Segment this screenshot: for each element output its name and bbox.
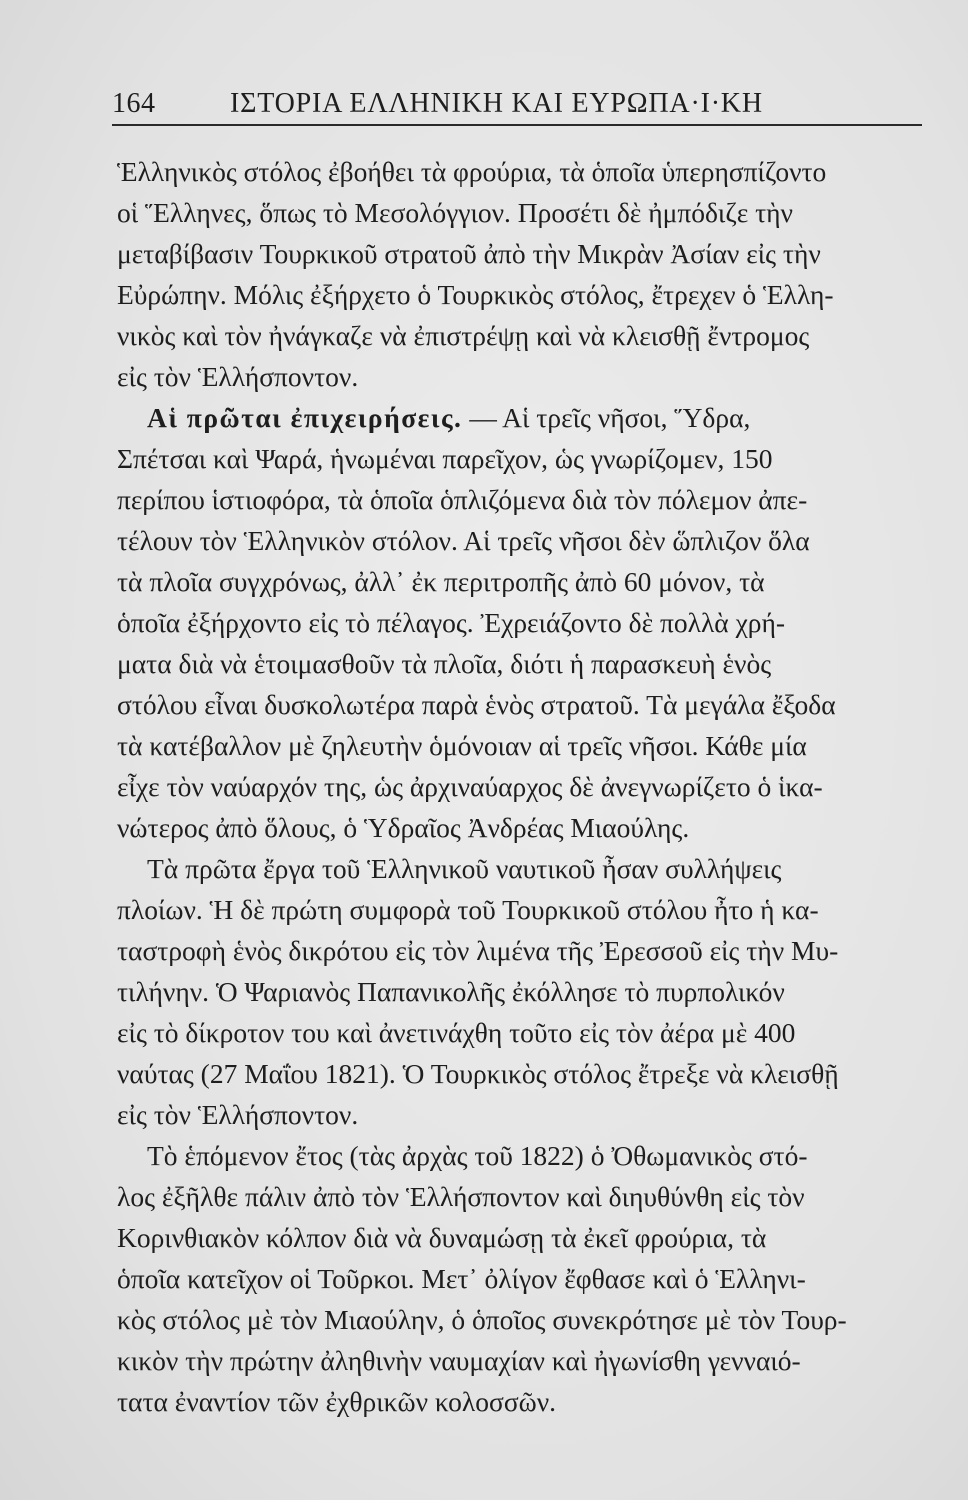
text-line: κικὸν τὴν πρώτην ἀληθινὴν ναυμαχίαν καὶ ἠγωνίσθη γενναιό- (117, 1345, 801, 1376)
text-line: Εὐρώπην. Μόλις ἐξήρχετο ὁ Τουρκικὸς στόλος, ἔτρεχεν ὁ Ἑλλη- (117, 279, 834, 310)
text-line: τέλουν τὸν Ἑλληνικὸν στόλον. Αἱ τρεῖς νῆσοι δὲν ὥπλιζον ὅλα (117, 525, 810, 556)
text-line: κὸς στόλος μὲ τὸν Μιαούλην, ὁ ὁποῖος συνεκρότησε μὲ τὸν Τουρ- (117, 1304, 847, 1335)
text-line: τατα ἐναντίον τῶν ἐχθρικῶν κολοσσῶν. (117, 1386, 557, 1417)
page-number: 164 (112, 88, 156, 119)
text-line: πλοίων. Ἡ δὲ πρώτη συμφορὰ τοῦ Τουρκικοῦ στόλου ἦτο ἡ κα- (117, 894, 819, 925)
section-heading: Αἱ πρῶται ἐπιχειρήσεις. (147, 402, 463, 433)
running-title: ΙΣΤΟΡΙΑ ΕΛΛΗΝΙΚΗ ΚΑΙ ΕΥΡΩΠΑ·Ι·ΚΗ (230, 88, 763, 119)
text-line: ὁποῖα κατεῖχον οἱ Τοῦρκοι. Μετ᾽ ὀλίγον ἔφθασε καὶ ὁ Ἑλληνι- (117, 1263, 806, 1294)
text-line: οἱ Ἕλληνες, ὅπως τὸ Μεσολόγγιον. Προσέτι δὲ ἠμπόδιζε τὴν (117, 197, 793, 228)
text-line: εἶχε τὸν ναύαρχόν της, ὡς ἀρχιναύαρχος δὲ ἀνεγνωρίζετο ὁ ἱκα- (117, 771, 823, 802)
text-line: νώτερος ἀπὸ ὅλους, ὁ Ὑδραῖος Ἀνδρέας Μιαούλης. (117, 812, 690, 843)
text-line: εἰς τὸν Ἑλλήσποντον. (117, 361, 359, 392)
paragraph-start-line: Τὸ ἑπόμενον ἔτος (τὰς ἀρχὰς τοῦ 1822) ὁ Ὀθωμανικὸς στό- (147, 1140, 808, 1171)
header-rule (112, 124, 922, 126)
text-line: περίπου ἱστιοφόρα, τὰ ὁποῖα ὁπλιζόμενα διὰ τὸν πόλεμον ἀπε- (117, 484, 808, 515)
text-line: ταστροφὴ ἑνὸς δικρότου εἰς τὸν λιμένα τῆς Ἐρεσσοῦ εἰς τὴν Μυ- (117, 935, 839, 966)
text-line: τὰ πλοῖα συγχρόνως, ἀλλ᾽ ἐκ περιτροπῆς ἀπὸ 60 μόνον, τὰ (117, 566, 765, 597)
text-line: μεταβίβασιν Τουρκικοῦ στρατοῦ ἀπὸ τὴν Μικρὰν Ἀσίαν εἰς τὴν (117, 238, 821, 269)
text-line: Ἑλληνικὸς στόλος ἐβοήθει τὰ φρούρια, τὰ ὁποῖα ὑπερησπίζοντο (117, 156, 827, 187)
paragraph-start-line: Τὰ πρῶτα ἔργα τοῦ Ἑλληνικοῦ ναυτικοῦ ἦσαν συλλήψεις (147, 853, 782, 884)
section-line (147, 402, 750, 438)
running-header (112, 88, 922, 128)
text-line: ναύτας (27 Μαΐου 1821). Ὁ Τουρκικὸς στόλος ἔτρεξε νὰ κλεισθῇ (117, 1058, 839, 1089)
text-line: Κορινθιακὸν κόλπον διὰ νὰ δυναμώσῃ τὰ ἐκεῖ φρούρια, τὰ (117, 1222, 767, 1253)
text-line: ματα διὰ νὰ ἑτοιμασθοῦν τὰ πλοῖα, διότι ἡ παρασκευὴ ἑνὸς (117, 648, 772, 679)
text-line: εἰς τὸν Ἑλλήσποντον. (117, 1099, 359, 1130)
text-line: εἰς τὸ δίκροτον του καὶ ἀνετινάχθη τοῦτο εἰς τὸν ἀέρα μὲ 400 (117, 1017, 796, 1048)
text-line: Σπέτσαι καὶ Ψαρά, ἡνωμέναι παρεῖχον, ὡς γνωρίζομεν, 150 (117, 443, 773, 474)
section-heading-rest: — Αἱ τρεῖς νῆσοι, Ὕδρα, (462, 402, 751, 433)
text-line: ὁποῖα ἐξήρχοντο εἰς τὸ πέλαγος. Ἐχρειάζοντο δὲ πολλὰ χρή- (117, 607, 786, 638)
text-line: τὰ κατέβαλλον μὲ ζηλευτὴν ὁμόνοιαν αἱ τρεῖς νῆσοι. Κάθε μία (117, 730, 807, 761)
text-line: τιλήνην. Ὁ Ψαριανὸς Παπανικολῆς ἐκόλλησε τὸ πυρπολικόν (117, 976, 785, 1007)
text-line: λος ἐξῆλθε πάλιν ἀπὸ τὸν Ἑλλήσποντον καὶ διηυθύνθη εἰς τὸν (117, 1181, 805, 1212)
text-line: στόλου εἶναι δυσκολωτέρα παρὰ ἑνὸς στρατοῦ. Τὰ μεγάλα ἔξοδα (117, 689, 836, 720)
text-line: νικὸς καὶ τὸν ἠνάγκαζε νὰ ἐπιστρέψῃ καὶ νὰ κλεισθῇ ἔντρομος (117, 320, 810, 351)
